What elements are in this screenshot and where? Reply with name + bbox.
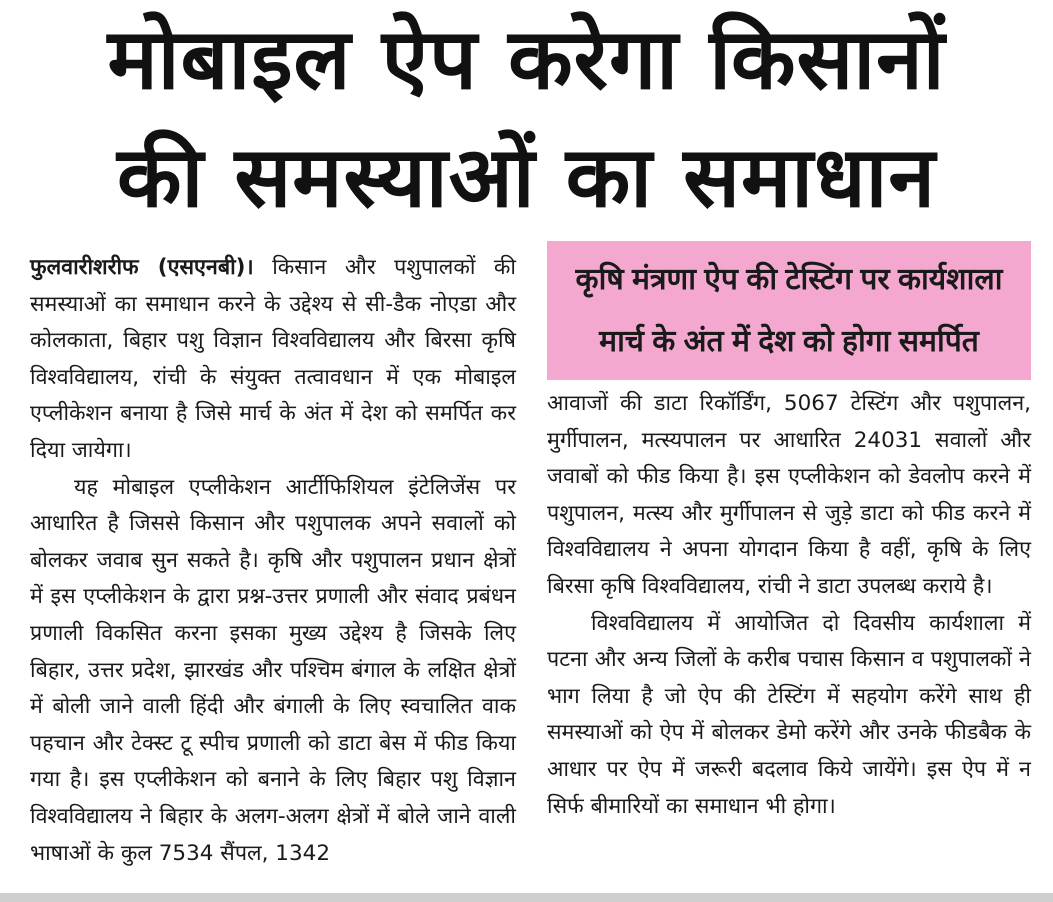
bottom-rule bbox=[0, 893, 1053, 902]
article-paragraph-1 bbox=[30, 250, 516, 470]
article-paragraph-2: यह मोबाइल एप्लीकेशन आर्टीफिशियल इंटेलिजेंस पर आधारित है जिससे किसान और पशुपालक अपने सवालों को बोलकर जवाब सुन सकते है। कृषि और पशुपालन प्रधान क्षेत्रों में इस एप्लीकेशन के द्वारा प्रश्न-उत्तर प्रणाली और संवाद प्रबंधन प्रणाली विकसित करना इसका मुख्य उद्देश्य है जिसके लिए बिहार, उत्तर प्रदेश, झारखंड और पश्चिम बंगाल के लक्षित क्षेत्रों में बोली जाने वाली हिंदी और बंगाली के लिए स्वचालित वाक पहचान और टेक्स्ट टू स्पीच प्रणाली को डाटा बेस में फीड किया गया है। इस एप्लीकेशन को बनाने के लिए बिहार पशु विज्ञान विश्वविद्यालय ने बिहार के अलग-अलग क्षेत्रों में बोले जाने वाली भाषाओं के कुल 7534 सैंपल, 1342 bbox=[30, 474, 516, 866]
article-column-right bbox=[547, 386, 1031, 825]
highlight-line-2: मार्च के अंत में देश को होगा समर्पित bbox=[599, 324, 979, 358]
headline bbox=[0, 0, 1053, 236]
article-paragraph-3: आवाजों की डाटा रिकॉर्डिंग, 5067 टेस्टिंग और पशुपालन, मुर्गीपालन, मत्स्यपालन पर आधारित 24031 सवालों और जवाबों को फीड किया है। इस एप्लीकेशन को डेवलोप करने में पशुपालन, मत्स्य और मुर्गीपालन से जुड़े डाटा को फीड करने में विश्वविद्यालय ने अपना योगदान किया है वहीं, कृषि के लिए बिरसा कृषि विश्वविद्यालय, रांची ने डाटा उपलब्ध कराये है। bbox=[547, 391, 1031, 599]
highlight-line-1: कृषि मंत्रणा ऐप की टेस्टिंग पर कार्यशाला bbox=[575, 262, 1003, 296]
headline-line-2: की समस्याओं का समाधान bbox=[116, 128, 937, 226]
article-paragraph-4: विश्वविद्यालय में आयोजित दो दिवसीय कार्यशाला में पटना और अन्य जिलों के करीब पचास किसान व पशुपालकों ने भाग लिया है जो ऐप की टेस्टिंग में सहयोग करेंगे साथ ही समस्याओं को ऐप में बोलकर डेमो करेंगे और उनके फीडबैक के आधार पर ऐप में जरूरी बदलाव किये जायेंगे। इस ऐप में न सिर्फ बीमारियों का समाधान भी होगा। bbox=[547, 610, 1031, 819]
article-column-left bbox=[30, 250, 516, 872]
highlight-box bbox=[547, 241, 1031, 380]
article-paragraph-1-text: किसान और पशुपालकों की समस्याओं का समाधान करने के उद्देश्य से सी-डैक नोएडा और कोलकाता, बिहार पशु विज्ञान विश्वविद्यालय और बिरसा कृषि विश्वविद्यालय, रांची के संयुक्त तत्वावधान में एक मोबाइल एप्लीकेशन बनाया है जिसे मार्च के अंत में देश को समर्पित कर दिया जायेगा। bbox=[30, 255, 517, 463]
headline-line-1: मोबाइल ऐप करेगा किसानों bbox=[107, 10, 946, 108]
dateline: फुलवारीशरीफ (एसएनबी)। bbox=[30, 255, 254, 280]
